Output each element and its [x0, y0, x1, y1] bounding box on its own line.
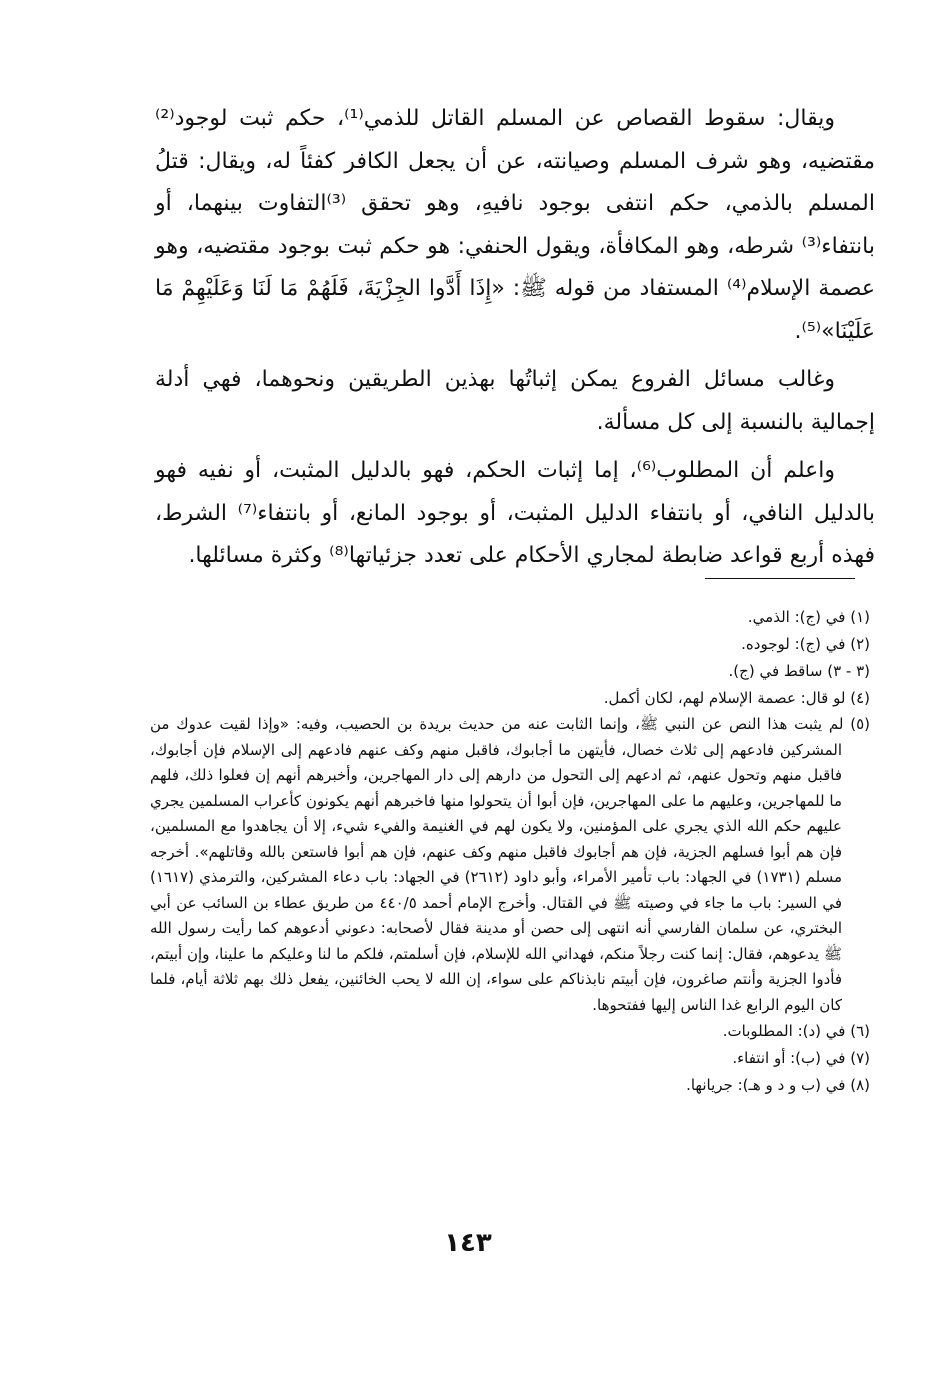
footnote-6: (٦) في (د): المطلوبات.	[722, 1022, 870, 1040]
paragraph-1: ويقال: سقوط القصاص عن المسلم القاتل للذمي⁽¹⁾، حكم ثبت لوجود⁽²⁾ مقتضيه، وهو شرف المسلم وصيانته، عن أن يجعل الكافر كفئاً له، ويقال: قتلُ المسلم بالذمي، حكم انتفى بوجود نافيهِ، وهو تحقق ⁽³⁾التفاوت بينهما، أو بانتفاء⁽³⁾ شرطه، وهو المكافأة، ويقول الحنفي: هو حكم ثبت بوجود مقتضيه، وهو عصمة الإسلام⁽⁴⁾ المستفاد من قوله ﷺ: «إِذَا أَدَّوا الجِزْيَةَ، فَلَهُمْ مَا لَنَا وَعَلَيْهِمْ مَا عَلَيْنَا»⁽⁵⁾.	[155, 106, 876, 344]
footnote-separator	[705, 578, 855, 579]
footnote-7: (٧) في (ب): أو انتفاء.	[732, 1049, 870, 1067]
main-text	[155, 98, 875, 578]
footnotes	[150, 604, 870, 1099]
footnote-1: (١) في (ج): الذمي.	[747, 608, 870, 626]
footnote-8: (٨) في (ب و د و هـ): جريانها.	[686, 1076, 870, 1094]
footnote-3: (٣ - ٣) ساقط في (ج).	[728, 662, 870, 680]
paragraph-3: واعلم أن المطلوب⁽⁶⁾، إما إثبات الحكم، فهو بالدليل المثبت، أو نفيه فهو بالدليل النافي، أو بانتفاء الدليل المثبت، أو بوجود المانع، أو بانتفاء⁽⁷⁾ الشرط، فهذه أربع قواعد ضابطة لمجاري الأحكام على تعدد جزئياتها⁽⁸⁾ وكثرة مسائلها.	[155, 458, 875, 568]
page-number: ١٤٣	[444, 1228, 492, 1258]
footnote-4: (٤) لو قال: عصمة الإسلام لهم، لكان أكمل.	[603, 689, 870, 707]
footnote-5: (٥) لم يثبت هذا النص عن النبي ﷺ، وإنما الثابت عنه من حديث بريدة بن الحصيب، وفيه: «وإذا لقيت عدوك من المشركين فادعهم إلى ثلاث خصال، فأيتهن ما أجابوك، فاقبل منهم وكف عنهم فادعهم إلى الإسلام فإن أجابوك، فاقبل منهم وتحول عنهم، ثم ادعهم إلى التحول من دارهم إلى دار المهاجرين، وأخبرهم أنهم إن فعلوا ذلك، فلهم ما للمهاجرين، وعليهم ما على المهاجرين، فإن أبوا أن يتحولوا منها فاخبرهم أنهم يكونون كأعراب المسلمين يجري عليهم حكم الله الذي يجري على المؤمنين، ولا يكون لهم في الغنيمة والفيء شيء، إلا أن يجاهدوا مع المسلمين، فإن هم أبوا فسلهم الجزية، فإن هم أجابوك فاقبل منهم وكف عنهم، فإن هم أبوا فاستعن بالله وقاتلهم». أخرجه مسلم (١٧٣١) في الجهاد: باب تأمير الأمراء، وأبو داود (٢٦١٢) في الجهاد: باب دعاء المشركين، والترمذي (١٦١٧) في السير: باب ما جاء في وصيته ﷺ في القتال. وأخرج الإمام أحمد ٤٤٠/٥ من طريق عطاء بن السائب عن أبي البختري، عن سلمان الفارسي أنه انتهى إلى حصن أو مدينة فقال لأصحابه: دعوني أدعوهم كما رأيت رسول الله ﷺ يدعوهم، فقال: إنما كنت رجلاً منكم، فهداني الله للإسلام، فإن أسلمتم، فلكم ما لنا وعليكم ما علينا، وإن أبيتم، فأدوا الجزية وأنتم صاغرون، فإن أبيتم نابذناكم على سواء، إن الله لا يحب الخائنين، يفعل ذلك بهم ثلاثة أيام، فلما كان اليوم الرابع غدا الناس إليها ففتحوها.	[150, 715, 870, 1014]
footnote-2: (٢) في (ج): لوجوده.	[741, 635, 870, 653]
paragraph-2: وغالب مسائل الفروع يمكن إثباتُها بهذين الطريقين ونحوهما، فهي أدلة إجمالية بالنسبة إلى كل مسألة.	[155, 367, 875, 435]
